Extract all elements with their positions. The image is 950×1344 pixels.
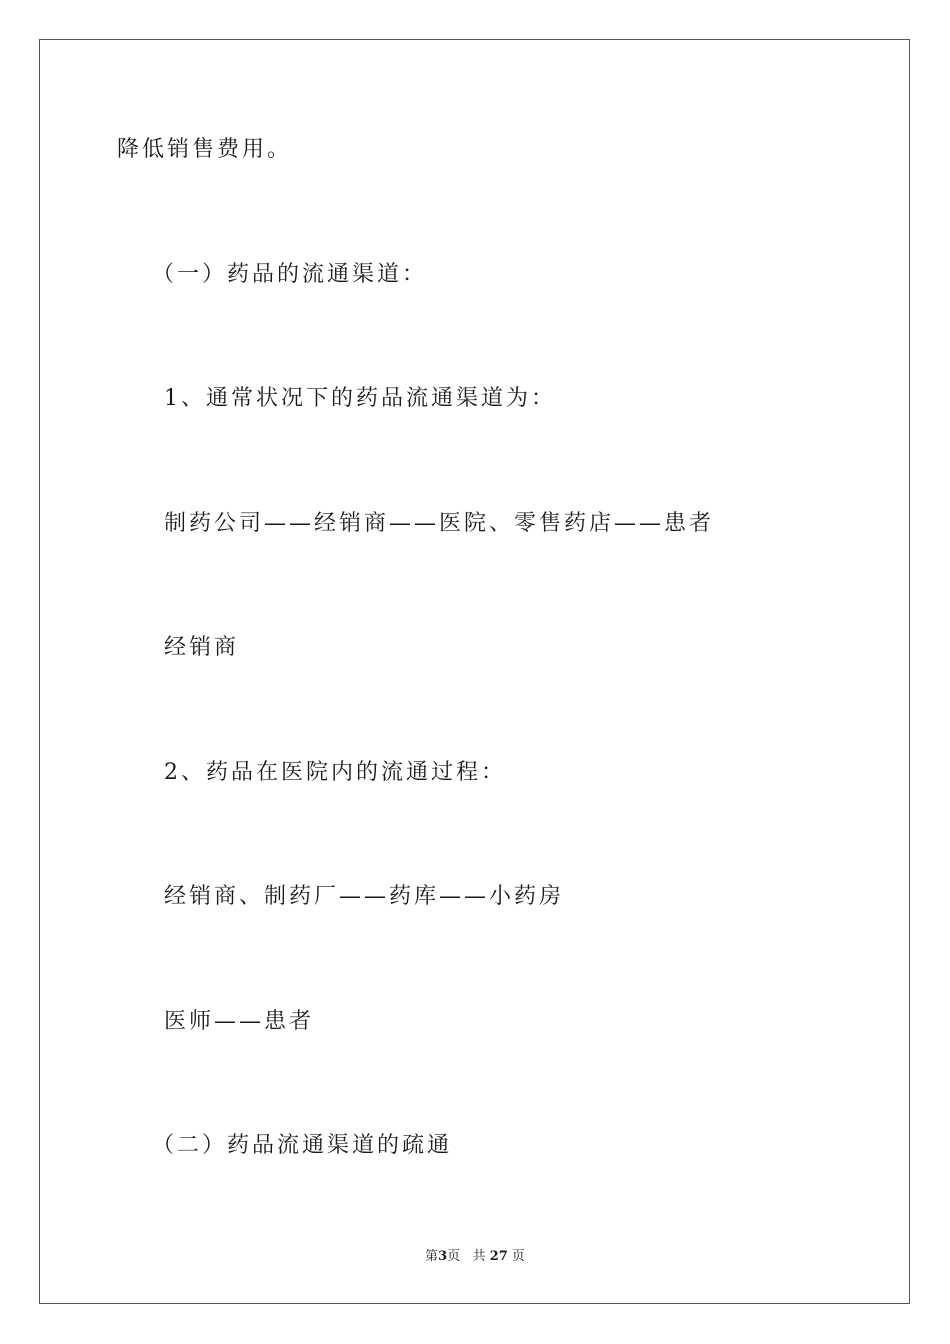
paragraph-text: 降低销售费用。 — [117, 137, 293, 162]
paragraph-text: 经销商、制药厂——药库——小药房 — [164, 884, 565, 909]
footer-total-prefix: 共 — [472, 1249, 486, 1264]
paragraph-text: 经销商 — [164, 635, 240, 660]
section-heading: （二）药品流通渠道的疏通 — [152, 1133, 453, 1158]
footer-page-number: 3 — [438, 1249, 448, 1264]
footer-page-suffix: 页 — [447, 1249, 461, 1264]
footer-total-pages: 27 — [489, 1249, 508, 1264]
paragraph-text: 医师——患者 — [164, 1009, 315, 1034]
paragraph-text: 2、药品在医院内的流通过程： — [164, 760, 506, 785]
paragraph-text: 1、通常状况下的药品流通渠道为： — [164, 386, 556, 411]
page-footer — [0, 1248, 950, 1266]
section-heading: （一）药品的流通渠道： — [152, 262, 428, 287]
footer-page-prefix: 第 — [425, 1249, 439, 1264]
footer-total-suffix: 页 — [511, 1249, 525, 1264]
paragraph-text: 制药公司——经销商——医院、零售药店——患者 — [164, 511, 715, 536]
page-border — [39, 39, 910, 1304]
